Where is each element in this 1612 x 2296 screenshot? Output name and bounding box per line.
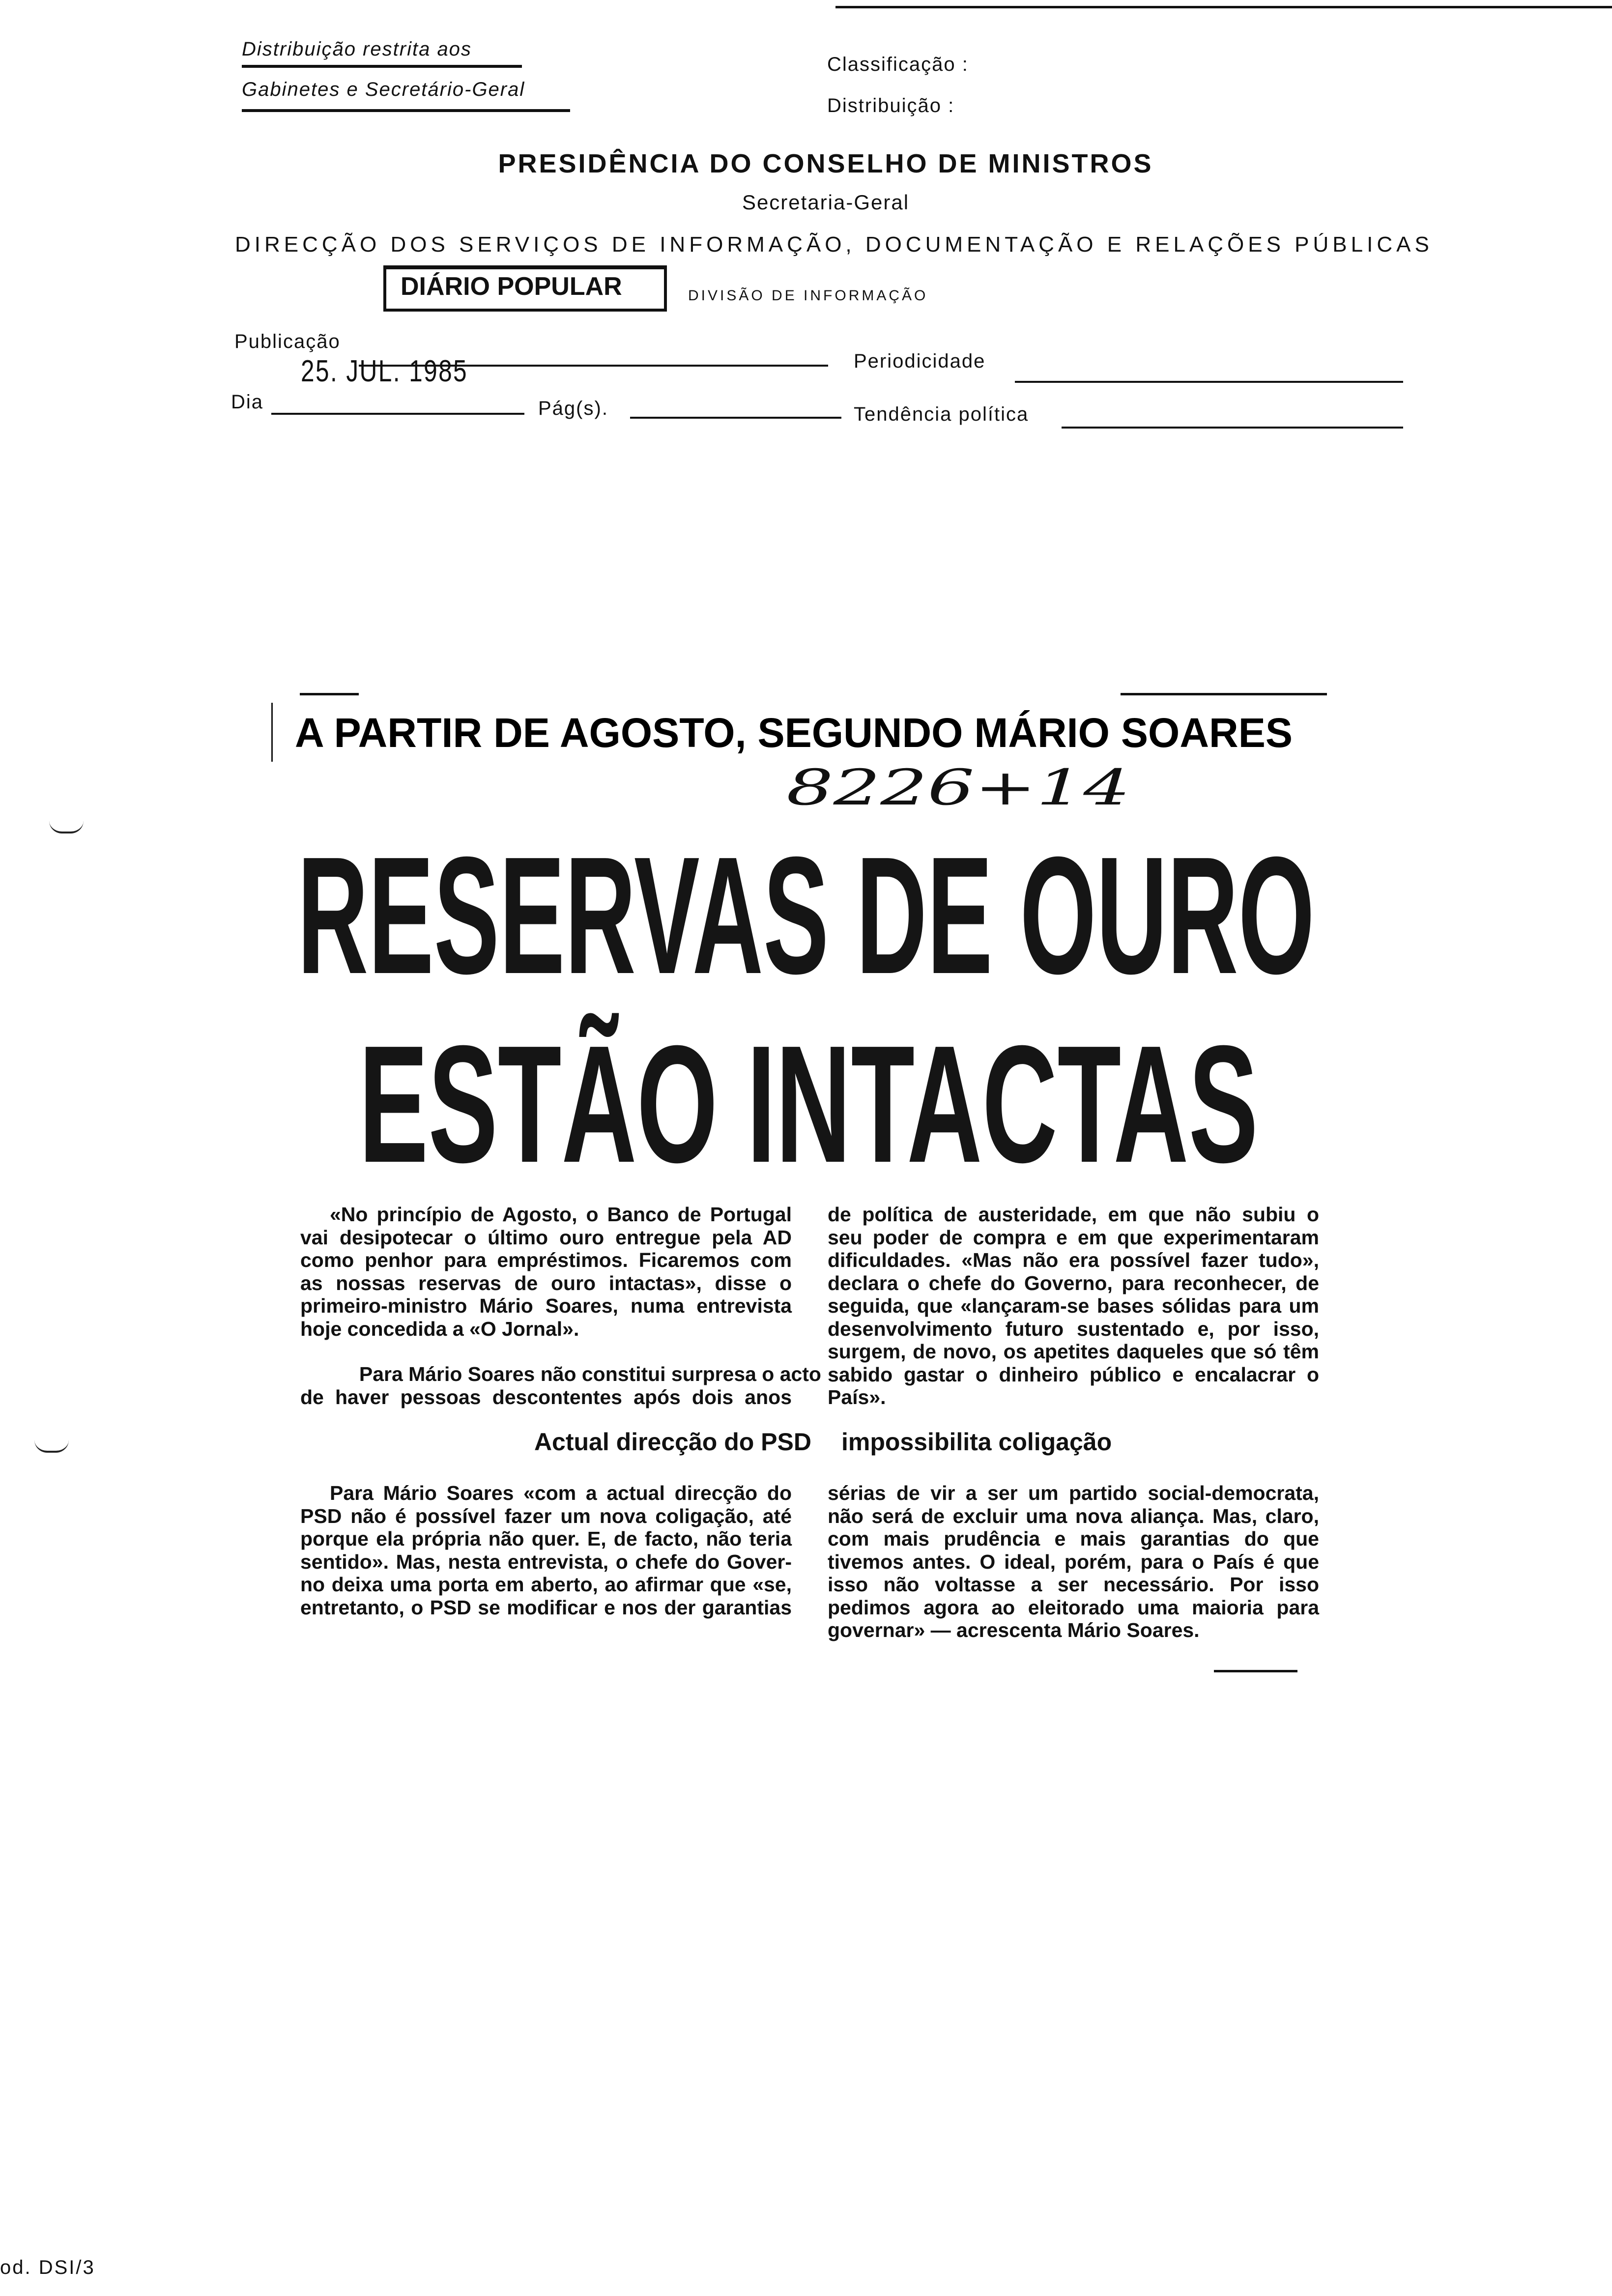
article-line: seguida, que «lançaram-se bases sólidas para um: [828, 1294, 1319, 1317]
subhead-right: impossibilita coligação: [841, 1428, 1112, 1456]
date-stamp: 25. JUL. 1985: [301, 354, 468, 388]
article-line: as nossas reservas de ouro intactas», disse o: [300, 1271, 792, 1294]
article-line: como penhor para empréstimos. Ficaremos com: [300, 1249, 792, 1271]
article-rule-left: [300, 693, 359, 695]
article-line: surgem, de novo, os apetites daqueles que só têm: [828, 1340, 1319, 1363]
periodicity-label: Periodicidade: [854, 350, 986, 372]
classification-label: Classificação :: [827, 54, 969, 75]
day-field-line: [271, 413, 524, 415]
secretariat-title: Secretaria-Geral: [742, 191, 910, 214]
article-kicker: [295, 708, 1302, 757]
form-code: od. DSI/3: [0, 2257, 95, 2278]
handwritten-reference: [786, 759, 1150, 818]
top-rule: [835, 6, 1612, 8]
article-line: sentido». Mas, nesta entrevista, o chefe do Gover-: [300, 1550, 792, 1573]
article-line: vai desipotecar o último ouro entregue pela AD: [300, 1226, 792, 1249]
article-line: governar» — acrescenta Mário Soares.: [828, 1619, 1200, 1641]
day-label: Dia: [231, 391, 264, 413]
svg-text:ESTÃO INTACTAS: ESTÃO INTACTAS: [359, 1011, 1258, 1198]
article-line: sérias de vir a ser um partido social-democrata,: [828, 1482, 1319, 1504]
article-line: entretanto, o PSD se modificar e nos der garantias: [300, 1596, 792, 1619]
article-line: de haver pessoas descontentes após dois anos: [300, 1385, 792, 1408]
article-line: com mais prudência e mais garantias do que: [828, 1527, 1319, 1550]
article-line: seu poder de compra e em que experimentaram: [828, 1226, 1319, 1249]
distribution-label: Distribuição :: [827, 95, 955, 116]
svg-text:8226+14: 8226+14: [786, 759, 1130, 816]
article-column-1: [300, 1203, 821, 1408]
punch-mark: [34, 1440, 69, 1453]
publication-label: Publicação: [234, 331, 341, 352]
article-line: sabido gastar o dinheiro público e encalacrar o: [828, 1363, 1319, 1386]
article-line: desenvolvimento futuro sustentado e, por isso,: [828, 1317, 1319, 1340]
division-label: DIVISÃO DE INFORMAÇÃO: [688, 287, 928, 304]
article-line: declara o chefe do Governo, para reconhecer, de: [828, 1271, 1319, 1294]
article-line: de política de austeridade, em que não subiu o: [828, 1203, 1319, 1226]
pages-label: Pág(s).: [538, 398, 608, 419]
punch-mark: [49, 821, 84, 833]
article-line: hoje concedida a «O Jornal».: [300, 1317, 579, 1340]
article-line: porque ela própria não quer. E, de facto, não teria: [300, 1527, 792, 1550]
article-line: tivemos antes. O ideal, porém, para o País é que: [828, 1550, 1319, 1573]
underline: [242, 65, 522, 68]
article-line: País».: [828, 1386, 886, 1408]
pages-field-line: [630, 417, 841, 419]
article-line: pedimos agora ao eleitorado uma maioria para: [828, 1596, 1319, 1619]
article-column-2: [828, 1203, 1319, 1409]
svg-text:RESERVAS DE OURO: RESERVAS DE OURO: [297, 822, 1315, 1009]
distribution-note-line1: Distribuição restrita aos: [242, 38, 472, 60]
article-line: no deixa uma porta em aberto, ao afirmar que «se,: [300, 1573, 792, 1596]
distribution-note-line2: Gabinetes e Secretário-Geral: [242, 79, 525, 100]
article-line: isso não voltasse a ser necessário. Por isso: [828, 1573, 1319, 1596]
article-line: dificuldades. «Mas não era possível fazer tudo»,: [828, 1249, 1319, 1271]
subhead-left: Actual direcção do PSD: [534, 1428, 811, 1456]
article-rule-right: [1121, 693, 1327, 695]
article-headline-line1: [295, 822, 1327, 1011]
article-line: Para Mário Soares não constitui surpresa o acto: [359, 1363, 821, 1385]
article-line: PSD não é possível fazer um nova coligação, até: [300, 1504, 792, 1527]
article-line: primeiro-ministro Mário Soares, numa entrevista: [300, 1294, 792, 1317]
article-line: «No princípio de Agosto, o Banco de Portugal: [330, 1203, 792, 1226]
political-tendency-field-line: [1062, 427, 1403, 429]
article-line: Para Mário Soares «com a actual direcção do: [330, 1482, 792, 1504]
political-tendency-label: Tendência política: [854, 403, 1029, 425]
underline: [242, 109, 570, 112]
svg-text:A PARTIR DE AGOSTO, SEGUNDO MÁ: A PARTIR DE AGOSTO, SEGUNDO MÁRIO SOARES: [295, 710, 1293, 756]
article-column-4: [828, 1482, 1319, 1642]
institution-title: PRESIDÊNCIA DO CONSELHO DE MINISTROS: [498, 149, 1153, 178]
directorate-title: DIRECÇÃO DOS SERVIÇOS DE INFORMAÇÃO, DOCUMENTAÇÃO E RELAÇÕES PÚBLICAS: [235, 232, 1433, 257]
article-column-3: [300, 1482, 792, 1619]
newspaper-stamp-text: DIÁRIO POPULAR: [401, 272, 622, 301]
article-line: não será de excluir uma nova aliança. Mas, claro,: [828, 1504, 1319, 1527]
article-end-rule: [1214, 1670, 1297, 1672]
article-headline-line2: [295, 1010, 1327, 1200]
periodicity-field-line: [1015, 381, 1403, 383]
clipping-edge: [271, 703, 273, 762]
